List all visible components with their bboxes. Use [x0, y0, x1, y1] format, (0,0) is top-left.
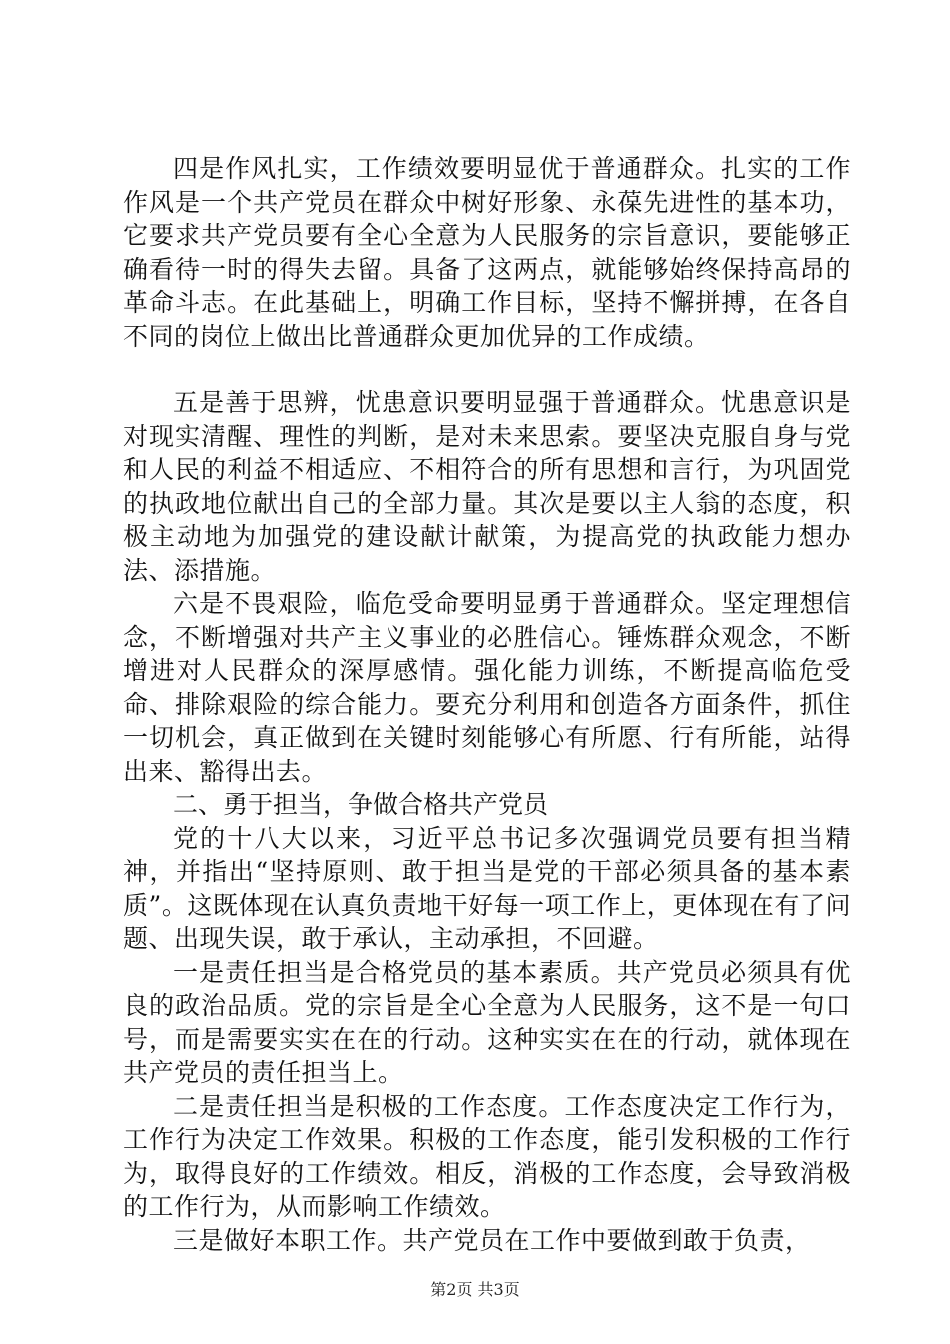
paragraph-gap	[123, 353, 851, 386]
document-body	[123, 152, 851, 1257]
section-heading: 二、勇于担当，争做合格共产党员	[173, 790, 549, 819]
page-footer: 第2页 共3页	[430, 1280, 520, 1299]
paragraph-courage: 六是不畏艰险，临危受命要明显勇于普通群众。坚定理想信念，不断增强对共产主义事业的必胜信心。锤炼群众观念，不断增进对人民群众的深厚感情。强化能力训练，不断提高临危受命、排除艰险的综合能力。要充分利用和创造各方面条件，抓住一切机会，真正做到在关键时刻能够心有所愿、行有所能，站得出来、豁得出去。	[123, 589, 851, 786]
paragraph-attitude: 二是责任担当是积极的工作态度。工作态度决定工作行为，工作行为决定工作效果。积极的工作态度，能引发积极的工作行为，取得良好的工作绩效。相反，消极的工作态度，会导致消极的工作行为，从而影响工作绩效。	[123, 1091, 851, 1221]
paragraph-intro: 党的十八大以来，习近平总书记多次强调党员要有担当精神，并指出“坚持原则、敢于担当是党的干部必须具备的基本素质”。这既体现在认真负责地干好每一项工作上，更体现在有了问题、出现失误，敢于承认，主动承担，不回避。	[123, 823, 851, 953]
paragraph-thinking: 五是善于思辨，忧患意识要明显强于普通群众。忧患意识是对现实清醒、理性的判断，是对未来思索。要坚决克服自身与党和人民的利益不相适应、不相符合的所有思想和言行，为巩固党的执政地位献出自己的全部力量。其次是要以主人翁的态度，积极主动地为加强党的建设献计献策，为提高党的执政能力想办法、添措施。	[123, 388, 851, 585]
paragraph-style: 四是作风扎实，工作绩效要明显优于普通群众。扎实的工作作风是一个共产党员在群众中树好形象、永葆先进性的基本功，它要求共产党员要有全心全意为人民服务的宗旨意识，要能够正确看待一时的得失去留。具备了这两点，就能够始终保持高昂的革命斗志。在此基础上，明确工作目标，坚持不懈拼搏，在各自不同的岗位上做出比普通群众更加优异的工作成绩。	[123, 154, 851, 351]
paragraph-responsibility: 一是责任担当是合格党员的基本素质。共产党员必须具有优良的政治品质。党的宗旨是全心全意为人民服务，这不是一句口号，而是需要实实在在的行动。这种实实在在的行动，就体现在共产党员的责任担当上。	[123, 957, 851, 1087]
paragraph-duty: 三是做好本职工作。共产党员在工作中要做到敢于负责，	[173, 1225, 811, 1255]
